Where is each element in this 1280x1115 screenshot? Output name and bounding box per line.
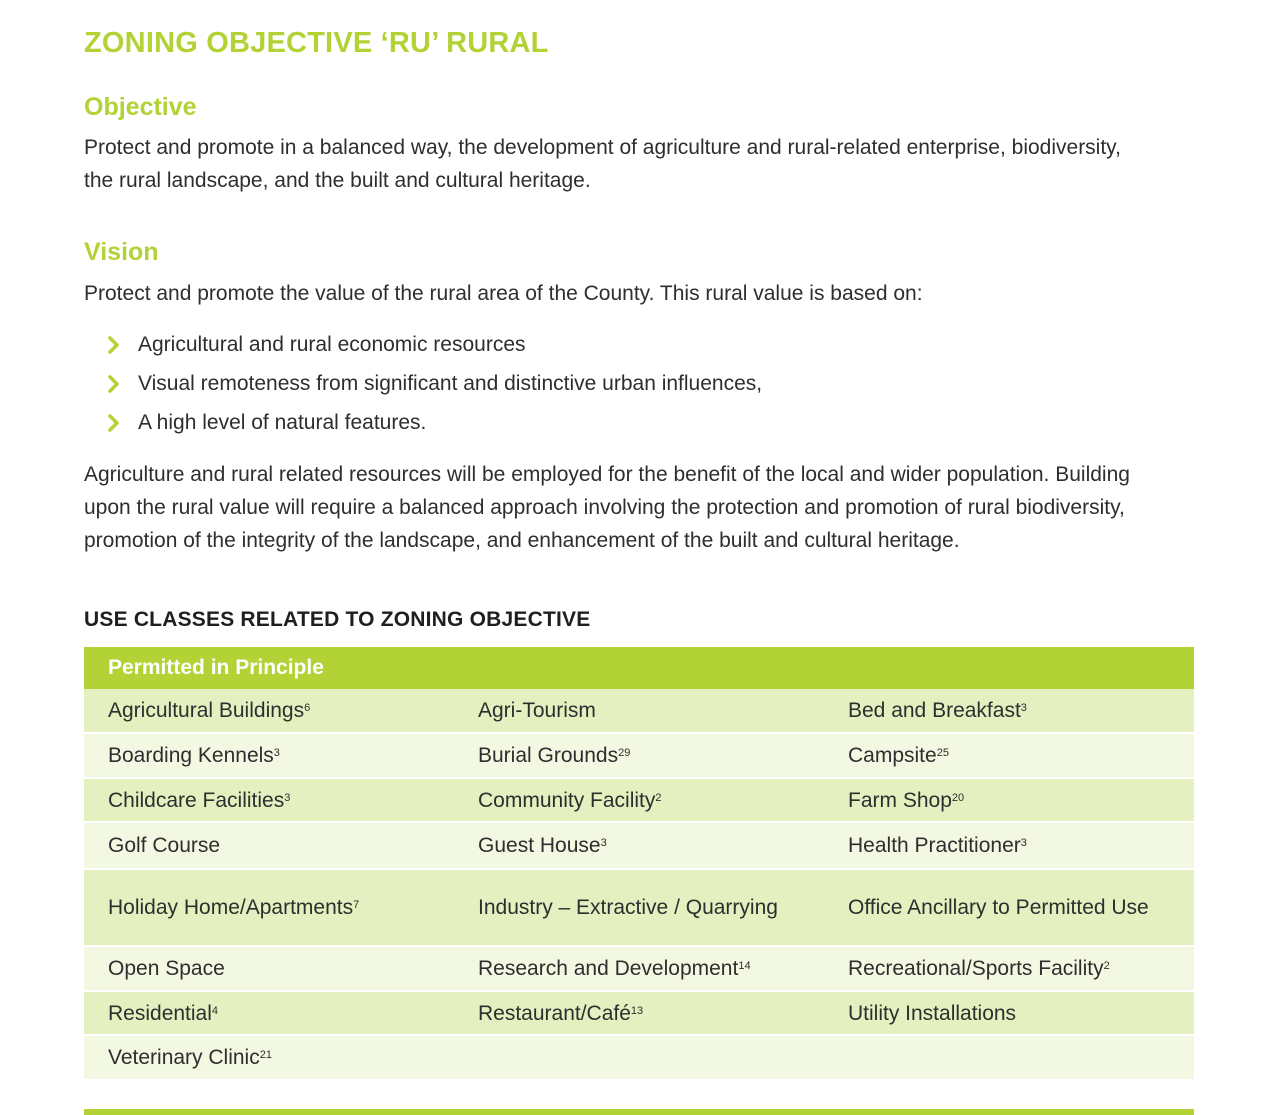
table-cell [84,1041,454,1074]
use-class-label: Burial Grounds [478,744,619,767]
use-class-label: Utility Installations [848,1001,1017,1025]
table-row [84,1036,1194,1081]
footnote-marker: 3 [600,837,607,849]
bottom-divider [84,1109,1194,1115]
table-cell [84,829,454,862]
table-cell [454,952,824,985]
table-cell [824,997,1194,1030]
table-row [84,689,1194,734]
use-class-label: Childcare Facilities [108,788,285,812]
table-cell [84,891,454,924]
use-class-label: Campsite [848,744,937,767]
bullet-text: Agricultural and rural economic resources [138,333,526,356]
footnote-marker: 13 [630,1004,644,1017]
objective-heading: Objective [84,93,197,121]
vision-heading: Vision [84,238,159,266]
table-row [84,992,1194,1036]
table-header: Permitted in Principle [84,647,1194,689]
table-cell [454,739,824,772]
use-classes-heading: USE CLASSES RELATED TO ZONING OBJECTIVE [84,608,591,631]
footnote-marker: 3 [1020,702,1027,714]
use-class-label: Boarding Kennels [108,744,274,767]
use-class-label: Golf Course [108,834,221,857]
use-class-label: Farm Shop [848,788,952,812]
vision-closing-text: Agriculture and rural related resources will be employed for the benefit of the local and wider population. Building upon the rural value will require a balanced approach involving the protection and promotion of rural biodiversity, promotion of the integrity of the landscape, and enhancement of the built and cultural heritage. [84,463,1130,552]
chevron-right-icon [106,374,122,394]
use-class-label: Open Space [108,957,225,980]
table-cell [84,739,454,772]
footnote-marker: 3 [284,791,291,804]
table-cell [84,952,454,985]
table-cell [824,739,1194,772]
use-class-label: Holiday Home/Apartments [108,896,354,919]
chevron-right-icon [106,335,122,355]
table-cell [824,829,1194,862]
footnote-marker: 2 [655,791,662,804]
table-row [84,823,1194,870]
table-row [84,734,1194,779]
use-class-label: Community Facility [478,788,656,812]
use-class-label: Research and Development [478,957,739,980]
table-cell [84,784,454,817]
footnote-marker: 6 [304,702,311,714]
table-cell [84,997,454,1030]
table-cell [824,784,1194,817]
footnote-marker: 20 [951,791,965,804]
table-row [84,870,1194,947]
list-item [106,405,762,444]
use-class-label: Restaurant/Café [478,1001,631,1025]
use-class-label: Agri-Tourism [478,699,596,722]
objective-text: Protect and promote in a balanced way, the development of agriculture and rural-related enterprise, biodiversity, the rural landscape, and the built and cultural heritage. [84,136,1121,192]
use-class-label: Guest House [478,834,601,857]
use-class-label: Bed and Breakfast [848,699,1021,722]
use-classes-table [84,647,1194,1081]
use-class-label: Residential [108,1001,212,1025]
footnote-marker: 3 [1020,837,1027,849]
use-class-label: Health Practitioner [848,834,1021,857]
vision-bullet-list [106,327,762,444]
list-item [106,327,762,366]
footnote-marker: 4 [211,1004,219,1017]
bullet-text: Visual remoteness from significant and distinctive urban influences, [138,372,763,395]
table-cell [824,694,1194,727]
chevron-right-icon [106,413,122,433]
list-item [106,366,762,405]
table-cell [824,952,1194,985]
table-body [84,689,1194,1081]
table-cell [84,694,454,727]
table-cell [454,694,824,727]
footnote-marker: 7 [353,899,360,911]
use-class-label: Industry – Extractive / Quarrying [478,896,778,919]
footnote-marker: 21 [259,1049,272,1061]
vision-intro: Protect and promote the value of the rural area of the County. This rural value is based on: [84,282,923,305]
footnote-marker: 2 [1103,960,1110,972]
table-cell [454,784,824,817]
table-row [84,779,1194,823]
footnote-marker: 14 [738,960,751,972]
table-cell [454,997,824,1030]
bullet-text: A high level of natural features. [138,411,427,434]
use-class-label: Agricultural Buildings [108,699,305,722]
use-class-label: Veterinary Clinic [108,1046,260,1069]
page-title: ZONING OBJECTIVE ‘RU’ RURAL [84,27,549,59]
use-class-label: Recreational/Sports Facility [848,957,1104,980]
table-row [84,947,1194,992]
table-cell [454,829,824,862]
footnote-marker: 25 [936,747,949,759]
table-cell [824,891,1194,924]
footnote-marker: 29 [618,747,631,759]
table-cell [454,891,824,924]
footnote-marker: 3 [273,747,280,759]
use-class-label: Office Ancillary to Permitted Use [848,896,1149,919]
